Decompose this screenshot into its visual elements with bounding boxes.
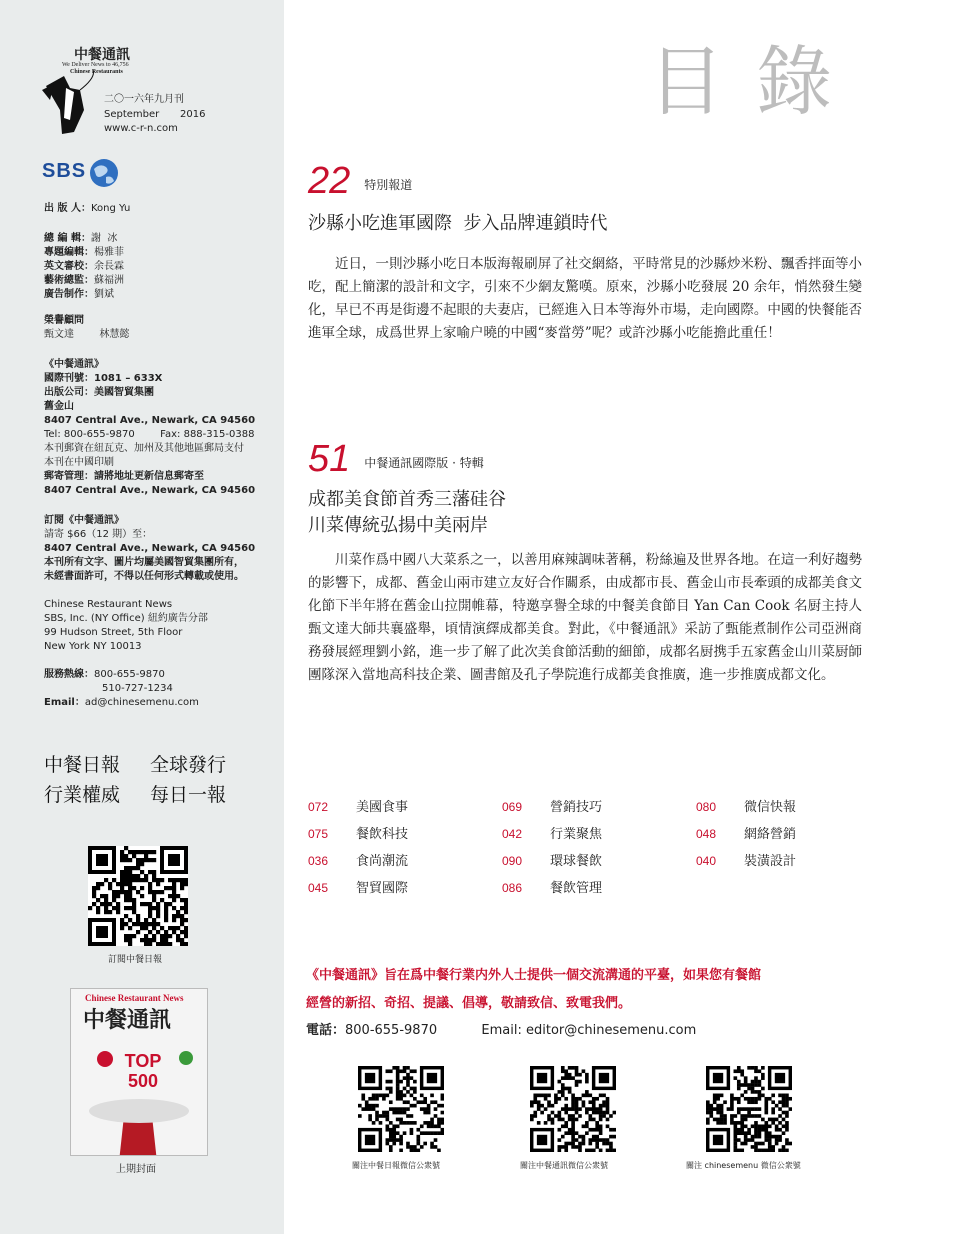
ny-office-line: SBS, Inc. (NY Office) 紐約廣告分部 xyxy=(44,613,208,624)
logo-tagline-2: Chinese Restaurants xyxy=(70,69,123,75)
staff-role-row xyxy=(44,274,274,288)
contents-index-item[interactable] xyxy=(696,823,796,842)
slogan-1b: 全球發行 xyxy=(150,754,227,776)
qr-code-icon xyxy=(530,1066,616,1152)
staff-role-name: 謝 冰 xyxy=(90,233,118,244)
contents-section-label: 營銷技巧 xyxy=(550,800,603,815)
article-title-line-2: 川菜傳統弘揚中美兩岸 xyxy=(308,515,488,536)
contents-index-item[interactable] xyxy=(502,877,602,896)
contents-section-label: 餐飲科技 xyxy=(356,827,409,842)
website-link[interactable]: www.c-r-n.com xyxy=(104,123,178,134)
article-summary: 近日，一則沙縣小吃日本版海報刷屏了社交網絡，平時常見的沙縣炒米粉、飄香拌面等小吃，配上簡潔的設計和文字，引來不少網友驚嘆。原來，沙縣小吃發展 20 余年，悄然發生變化，早已不再是街邊不起眼的夫妻店，已經進入日本等海外市場，走向國際。中國的快餐能否進軍全球，成爲世界上家喻户曉的中國“麥當勞”呢？或許沙縣小吃能擔此重任！ xyxy=(308,256,862,341)
staff-role-row xyxy=(44,260,274,274)
staff-role-row xyxy=(44,232,274,246)
contents-page-number: 086 xyxy=(502,881,523,895)
staff-role-name: 余長霖 xyxy=(94,261,124,272)
staff-role-name: 劉斌 xyxy=(94,289,114,300)
contents-section-label: 食尚潮流 xyxy=(356,854,409,869)
qr-chinesemenu-wechat[interactable] xyxy=(706,1066,792,1152)
staff-role-row xyxy=(44,246,274,260)
article-section: 特別報道 xyxy=(364,178,413,192)
contents-page-number: 048 xyxy=(696,827,717,841)
subscription-info-line: 請寄 $66（12 期）至： xyxy=(44,529,153,540)
publication-info-line: 本刊在中國印刷 xyxy=(44,457,114,468)
contents-section-label: 行業聚焦 xyxy=(550,827,603,842)
qr-daily-wechat[interactable] xyxy=(358,1066,444,1152)
publication-info-line: 8407 Central Ave., Newark, CA 94560 xyxy=(44,415,256,426)
role-list xyxy=(44,232,274,302)
staff-role-label: 專題編輯： xyxy=(44,247,94,258)
cover-badge-top: TOP xyxy=(124,1051,162,1071)
contents-index-item[interactable] xyxy=(308,877,408,896)
contents-index-item[interactable] xyxy=(502,850,602,869)
publication-info-line: 舊金山 xyxy=(44,401,74,412)
subscription-info-line: 8407 Central Ave., Newark, CA 94560 xyxy=(44,543,256,554)
hotline-info xyxy=(44,668,280,710)
contents-section-label: 網絡營銷 xyxy=(744,827,797,842)
sbs-logo xyxy=(42,156,122,190)
qr-daily-caption: 關注中餐日報微信公衆號 xyxy=(352,1161,440,1170)
contents-page-number: 080 xyxy=(696,800,717,814)
cover-stage xyxy=(89,1099,189,1123)
mission-line-1: 《中餐通訊》旨在爲中餐行業内外人士提供一個交流溝通的平臺，如果您有餐館 xyxy=(306,968,762,983)
article-page-number: 51 xyxy=(308,438,351,480)
subscribe-qr-code[interactable] xyxy=(88,846,188,946)
logo-tagline: We Deliver News to 46,756 xyxy=(62,62,129,68)
contents-index-item[interactable] xyxy=(502,823,602,842)
issue-month: September xyxy=(104,109,160,120)
mission-line-2: 經營的新招、奇招、提議、倡導，敬請致信、致電我們。 xyxy=(306,996,632,1011)
ny-office-info xyxy=(44,598,280,654)
qr-news-caption: 關注中餐通訊微信公衆號 xyxy=(520,1161,608,1170)
mission-phone-label: 電話： xyxy=(306,1023,346,1038)
contents-section-label: 裝潢設計 xyxy=(744,854,797,869)
previous-cover-caption: 上期封面 xyxy=(116,1164,156,1175)
ny-office-line: 99 Hudson Street, 5th Floor xyxy=(44,627,183,638)
globe-icon xyxy=(88,157,120,189)
staff-role-name: 蘇福洲 xyxy=(94,275,124,286)
publisher-label: 出 版 人： xyxy=(44,203,91,214)
article-title: 沙縣小吃進軍國際 步入品牌連鎖時代 xyxy=(308,213,608,234)
contents-section-label: 微信快報 xyxy=(744,800,797,815)
article-feature-1[interactable] xyxy=(308,160,862,345)
slogan-1a: 中餐日報 xyxy=(44,754,121,776)
hotline-phone-1: 800-655-9870 xyxy=(94,669,165,680)
subscription-info xyxy=(44,514,280,584)
issue-year: 2016 xyxy=(180,109,206,120)
cover-badge xyxy=(115,1051,171,1095)
contents-section-label: 餐飲管理 xyxy=(550,881,603,896)
contents-section-label: 智貿國際 xyxy=(356,881,409,896)
slogan xyxy=(44,750,274,810)
article-section: 中餐通訊國際版 · 特輯 xyxy=(364,456,484,470)
article-page-number: 22 xyxy=(308,160,351,202)
publication-info-line: 《中餐通訊》 xyxy=(44,359,104,370)
qr-code-icon xyxy=(706,1066,792,1152)
ad-email-link[interactable]: ad@chinesemenu.com xyxy=(84,697,199,708)
publication-info-line: 國際刊號：1081 – 633X xyxy=(44,373,163,384)
staff-role-label: 英文審校： xyxy=(44,261,94,272)
contents-page-number: 036 xyxy=(308,854,329,868)
slogan-2b: 每日一報 xyxy=(150,784,227,806)
qr-chinesemenu-caption: 關注 chinesemenu 微信公衆號 xyxy=(686,1161,801,1170)
staff-role-name: 楊雅菲 xyxy=(94,247,124,258)
previous-cover-image[interactable] xyxy=(70,988,208,1156)
advisor-label: 榮譽顧問 xyxy=(44,315,84,326)
publication-info-line: 出版公司：美國智貿集團 xyxy=(44,387,154,398)
cover-title-cn: 中餐通訊 xyxy=(83,1007,172,1033)
cover-title-en: Chinese Restaurant News xyxy=(85,993,184,1003)
advisor-names: 甄文達 林慧懿 xyxy=(44,329,130,340)
mission-email-label: Email: xyxy=(481,1023,522,1038)
article-summary: 川菜作爲中國八大菜系之一，以善用麻辣調味著稱，粉絲遍及世界各地。在這一利好趨勢的影響下，成都、舊金山兩市建立友好合作關系，由成都市長、舊金山市長牽頭的成都美食文化節下半年將在舊金山拉開帷幕，特邀享譽全球的中餐美食節目 Yan Can Cook 名厨主持人甄文達大師共襄盛舉，頃情演繹成都美食。對此，《中餐通訊》采訪了甄能煮制作公司亞洲商務發展經理劉小銘，進一步了解了此次美食節活動的細節，成都名厨携手五家舊金山川菜厨師團隊深入當地高科技企業、圖書館及孔子學院進行成都美食推廣，進一步推廣成都文化。 xyxy=(308,552,862,683)
contents-page-number: 069 xyxy=(502,800,523,814)
cover-logo-circle xyxy=(97,1051,113,1067)
subscription-info-line: 訂閱《中餐通訊》 xyxy=(44,515,124,526)
email-label: Email： xyxy=(44,697,85,708)
contents-index-item[interactable] xyxy=(696,796,796,815)
qr-code-icon xyxy=(88,846,188,946)
publication-info-line: 本刊郵資在紐瓦克、加州及其他地區郵局支付 xyxy=(44,443,244,454)
mission-statement xyxy=(306,962,866,1044)
sbs-logo-text: SBS xyxy=(42,160,87,182)
contents-page-number: 090 xyxy=(502,854,523,868)
publisher-row xyxy=(44,202,274,216)
contents-section-label: 環球餐飲 xyxy=(550,854,603,869)
cover-badge-num: 500 xyxy=(127,1071,159,1091)
qr-code-icon xyxy=(358,1066,444,1152)
subscribe-qr-caption: 訂閱中餐日報 xyxy=(108,955,163,965)
sidebar xyxy=(0,0,284,1234)
contents-page-number: 072 xyxy=(308,800,329,814)
contents-index-item[interactable] xyxy=(308,850,408,869)
article-title-line-1: 成都美食節首秀三藩硅谷 xyxy=(308,489,506,510)
subscription-info-line: 本刊所有文字、圖片均屬美國智貿集團所有， xyxy=(44,557,244,568)
waiter-illustration-icon xyxy=(40,70,100,140)
contents-page-number: 040 xyxy=(696,854,717,868)
issue-date-cn: 二〇一六年九月刊 xyxy=(104,94,184,105)
hotline-phone-2: 510-727-1234 xyxy=(102,683,173,694)
publisher-name: Kong Yu xyxy=(90,203,131,214)
staff-role-row xyxy=(44,288,274,302)
ny-office-line: New York NY 10013 xyxy=(44,641,142,652)
publication-info-line: Tel: 800-655-9870 Fax: 888-315-0388 xyxy=(44,429,255,440)
hotline-label: 服務熱線： xyxy=(44,669,94,680)
qr-news-wechat[interactable] xyxy=(530,1066,616,1152)
staff-role-label: 總 編 輯： xyxy=(44,233,91,244)
contents-index-item[interactable] xyxy=(308,796,408,815)
staff-role-label: 廣告制作： xyxy=(44,289,94,300)
staff-role-label: 藝術總監： xyxy=(44,275,94,286)
ny-office-line: Chinese Restaurant News xyxy=(44,599,173,610)
contents-section-label: 美國食事 xyxy=(356,800,409,815)
contents-page-number: 042 xyxy=(502,827,523,841)
contents-page-number: 045 xyxy=(308,881,329,895)
slogan-2a: 行業權威 xyxy=(44,784,121,806)
subscription-info-line: 未經書面許可，不得以任何形式轉載或使用。 xyxy=(44,571,244,582)
staff-list xyxy=(44,202,274,342)
article-feature-2[interactable] xyxy=(308,438,862,687)
publication-info xyxy=(44,358,280,498)
contents-page-number: 075 xyxy=(308,827,329,841)
publication-info-line: 郵寄管理：請將地址更新信息郵寄至 xyxy=(44,471,204,482)
publication-info-line: 8407 Central Ave., Newark, CA 94560 xyxy=(44,485,256,496)
contents-index-item[interactable] xyxy=(308,823,408,842)
cover-logo-green xyxy=(179,1051,193,1065)
logo-title: 中餐通訊 xyxy=(74,47,130,63)
page-title: 目 錄 xyxy=(648,37,837,126)
contents-index-item[interactable] xyxy=(502,796,602,815)
mission-phone: 800-655-9870 xyxy=(345,1023,438,1038)
mission-email-link[interactable]: editor@chinesemenu.com xyxy=(525,1023,697,1038)
contents-index-item[interactable] xyxy=(696,850,796,869)
